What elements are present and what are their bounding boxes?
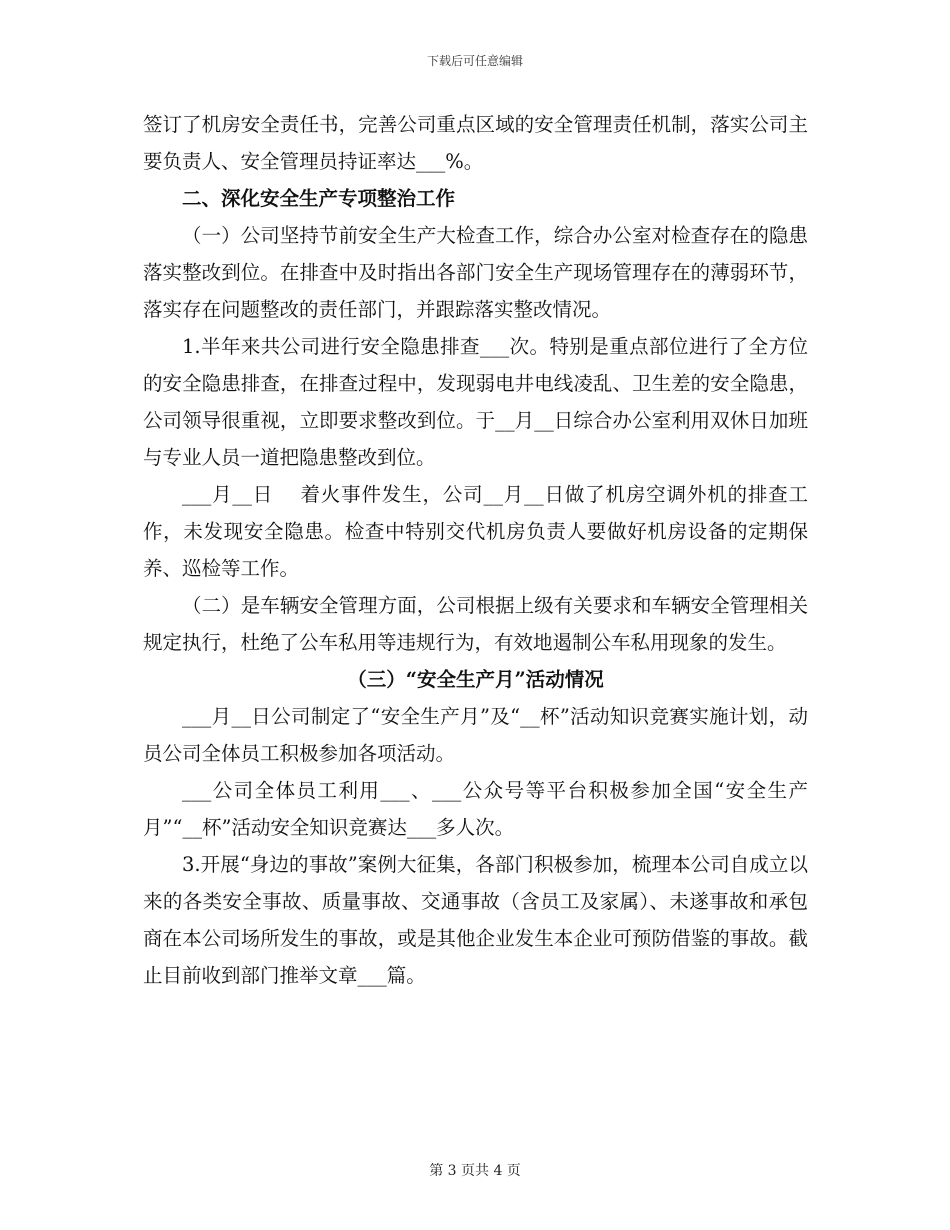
page-header: 下载后可任意编辑	[426, 54, 523, 68]
paragraph-safety-month-plan: ___月__日公司制定了“安全生产月”及“__杯”活动知识竞赛实施计划，动员公司全体员工积极参加各项活动。	[143, 705, 808, 765]
paragraph-hazard-check: 1.半年来共公司进行安全隐患排查___次。特别是重点部位进行了全方位的安全隐患排查，在排查过程中，发现弱电井电线凌乱、卫生差的安全隐患，公司领导很重视，立即要求整改到位。于__月__日综合办公室利用双休日加班与专业人员一道把隐患整改到位。	[143, 335, 808, 469]
page-number: 第 3 页共 4 页	[429, 1163, 521, 1179]
paragraph-knowledge-contest: ___公司全体员工利用___、___公众号等平台积极参加全国“安全生产月”“__杯”活动安全知识竞赛达___多人次。	[143, 779, 808, 839]
paragraph-accident-cases: 3.开展“身边的事故”案例大征集，各部门积极参加，梳理本公司自成立以来的各类安全事故、质量事故、交通事故（含员工及家属）、未遂事故和承包商在本公司场所发生的事故，或是其他企业发生本企业可预防借鉴的事故。截止目前收到部门推举文章___篇。	[143, 853, 808, 987]
paragraph-fire-event: ___月__日 着火事件发生，公司__月__日做了机房空调外机的排查工作，未发现安全隐患。检查中特别交代机房负责人要做好机房设备的定期保养、巡检等工作。	[143, 483, 808, 580]
paragraph-inspection: （一）公司坚持节前安全生产大检查工作，综合办公室对检查存在的隐患落实整改到位。在排查中及时指出各部门安全生产现场管理存在的薄弱环节，落实存在问题整改的责任部门，并跟踪落实整改情况。	[143, 224, 808, 321]
document-body	[143, 106, 808, 994]
subsection-heading-3: （三）“安全生产月”活动情况	[347, 668, 604, 691]
paragraph-responsibility: 签订了机房安全责任书，完善公司重点区域的安全管理责任机制，落实公司主要负责人、安全管理员持证率达___%。	[143, 113, 808, 173]
section-heading-2: 二、深化安全生产专项整治工作	[182, 187, 456, 210]
paragraph-vehicle-safety: （二）是车辆安全管理方面，公司根据上级有关要求和车辆安全管理相关规定执行，杜绝了公车私用等违规行为，有效地遏制公车私用现象的发生。	[143, 594, 808, 654]
